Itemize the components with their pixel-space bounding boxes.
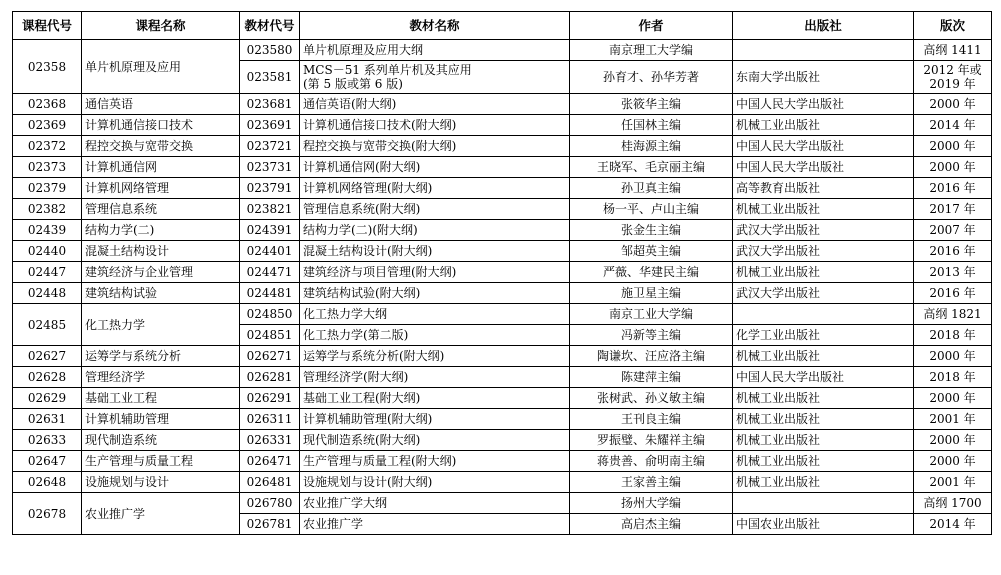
edition-cell: 2016 年 (914, 241, 992, 262)
textbook-code-cell: 026291 (240, 388, 300, 409)
textbook-name-cell: 计算机辅助管理(附大纲) (300, 409, 570, 430)
publisher-cell: 机械工业出版社 (733, 262, 914, 283)
edition-cell: 2001 年 (914, 409, 992, 430)
author-cell: 杨一平、卢山主编 (570, 199, 733, 220)
edition-cell: 2014 年 (914, 115, 992, 136)
header-textbook-code: 教材代号 (240, 12, 300, 40)
edition-cell: 2001 年 (914, 472, 992, 493)
author-cell: 张树武、孙义敏主编 (570, 388, 733, 409)
author-cell: 扬州大学编 (570, 493, 733, 514)
table-row (13, 283, 992, 304)
edition-cell: 2000 年 (914, 94, 992, 115)
course-code-cell: 02647 (13, 451, 82, 472)
author-cell: 邹超英主编 (570, 241, 733, 262)
author-cell: 蒋贵善、俞明南主编 (570, 451, 733, 472)
course-name-cell: 管理经济学 (82, 367, 240, 388)
course-name-cell: 程控交换与宽带交换 (82, 136, 240, 157)
textbook-name-line: MCS－51 系列单片机及其应用 (303, 63, 472, 77)
table-row (13, 199, 992, 220)
publisher-cell (733, 40, 914, 61)
author-cell: 孙育才、孙华芳著 (570, 61, 733, 94)
course-name-cell: 计算机通信接口技术 (82, 115, 240, 136)
author-cell: 孙卫真主编 (570, 178, 733, 199)
table-row (13, 94, 992, 115)
header-author: 作者 (570, 12, 733, 40)
textbook-name-cell: 生产管理与质量工程(附大纲) (300, 451, 570, 472)
author-cell: 冯新等主编 (570, 325, 733, 346)
table-row (13, 262, 992, 283)
textbook-code-cell: 023731 (240, 157, 300, 178)
author-cell: 王刊良主编 (570, 409, 733, 430)
publisher-cell: 中国人民大学出版社 (733, 157, 914, 178)
textbook-table (12, 11, 992, 535)
edition-cell: 2012 年或 2019 年 (914, 61, 992, 94)
edition-cell: 2016 年 (914, 178, 992, 199)
course-name-cell: 现代制造系统 (82, 430, 240, 451)
textbook-code-cell: 023691 (240, 115, 300, 136)
textbook-code-cell: 026781 (240, 514, 300, 535)
course-code-cell: 02447 (13, 262, 82, 283)
edition-cell: 2018 年 (914, 325, 992, 346)
table-row (13, 367, 992, 388)
textbook-name-edition-note: (第 5 版或第 6 版) (303, 77, 403, 91)
course-code-cell: 02439 (13, 220, 82, 241)
table-row (13, 115, 992, 136)
publisher-cell: 武汉大学出版社 (733, 220, 914, 241)
textbook-code-cell: 023821 (240, 199, 300, 220)
textbook-name-cell: 现代制造系统(附大纲) (300, 430, 570, 451)
author-cell: 桂海源主编 (570, 136, 733, 157)
course-name-cell: 计算机网络管理 (82, 178, 240, 199)
textbook-name-cell: 程控交换与宽带交换(附大纲) (300, 136, 570, 157)
publisher-cell: 中国农业出版社 (733, 514, 914, 535)
textbook-name-cell (300, 61, 570, 94)
author-cell: 严薇、华建民主编 (570, 262, 733, 283)
table-row (13, 220, 992, 241)
author-cell: 罗振璧、朱耀祥主编 (570, 430, 733, 451)
textbook-name-cell: 通信英语(附大纲) (300, 94, 570, 115)
table-row (13, 346, 992, 367)
table-row (13, 136, 992, 157)
author-cell: 南京理工大学编 (570, 40, 733, 61)
textbook-code-cell: 024471 (240, 262, 300, 283)
textbook-name-cell: 化工热力学大纲 (300, 304, 570, 325)
course-name-cell: 通信英语 (82, 94, 240, 115)
author-cell: 王晓军、毛京丽主编 (570, 157, 733, 178)
publisher-cell: 东南大学出版社 (733, 61, 914, 94)
course-name-cell: 运筹学与系统分析 (82, 346, 240, 367)
course-code-cell: 02368 (13, 94, 82, 115)
publisher-cell: 中国人民大学出版社 (733, 94, 914, 115)
textbook-name-cell: 计算机网络管理(附大纲) (300, 178, 570, 199)
table-header-row (13, 12, 992, 40)
textbook-code-cell: 023580 (240, 40, 300, 61)
course-code-cell: 02633 (13, 430, 82, 451)
textbook-name-cell: 结构力学(二)(附大纲) (300, 220, 570, 241)
course-code-cell: 02358 (13, 40, 82, 94)
edition-cell: 高纲 1411 (914, 40, 992, 61)
course-code-cell: 02631 (13, 409, 82, 430)
author-cell: 张金生主编 (570, 220, 733, 241)
course-name-cell: 混凝土结构设计 (82, 241, 240, 262)
publisher-cell: 武汉大学出版社 (733, 241, 914, 262)
header-publisher: 出版社 (733, 12, 914, 40)
table-body (13, 40, 992, 535)
textbook-name-cell: 建筑结构试验(附大纲) (300, 283, 570, 304)
textbook-code-cell: 026281 (240, 367, 300, 388)
course-name-cell: 计算机辅助管理 (82, 409, 240, 430)
edition-cell: 2007 年 (914, 220, 992, 241)
textbook-code-cell: 026481 (240, 472, 300, 493)
textbook-table-container (12, 11, 991, 535)
publisher-cell: 化学工业出版社 (733, 325, 914, 346)
textbook-code-cell: 023581 (240, 61, 300, 94)
textbook-name-cell: 混凝土结构设计(附大纲) (300, 241, 570, 262)
course-code-cell: 02485 (13, 304, 82, 346)
course-code-cell: 02648 (13, 472, 82, 493)
course-name-cell: 管理信息系统 (82, 199, 240, 220)
course-name-cell: 计算机通信网 (82, 157, 240, 178)
course-code-cell: 02440 (13, 241, 82, 262)
edition-cell: 高纲 1700 (914, 493, 992, 514)
publisher-cell (733, 304, 914, 325)
edition-cell: 2016 年 (914, 283, 992, 304)
table-row (13, 430, 992, 451)
publisher-cell: 机械工业出版社 (733, 388, 914, 409)
table-row (13, 304, 992, 325)
author-cell: 张筱华主编 (570, 94, 733, 115)
textbook-name-cell: 农业推广学 (300, 514, 570, 535)
table-row (13, 409, 992, 430)
textbook-name-cell: 基础工业工程(附大纲) (300, 388, 570, 409)
publisher-cell: 武汉大学出版社 (733, 283, 914, 304)
course-code-cell: 02629 (13, 388, 82, 409)
textbook-name-cell: 计算机通信网(附大纲) (300, 157, 570, 178)
textbook-name-cell: 农业推广学大纲 (300, 493, 570, 514)
course-name-cell: 结构力学(二) (82, 220, 240, 241)
course-code-cell: 02382 (13, 199, 82, 220)
author-cell: 任国林主编 (570, 115, 733, 136)
edition-cell: 高纲 1821 (914, 304, 992, 325)
course-code-cell: 02372 (13, 136, 82, 157)
course-name-cell: 基础工业工程 (82, 388, 240, 409)
author-cell: 高启杰主编 (570, 514, 733, 535)
textbook-code-cell: 026271 (240, 346, 300, 367)
author-cell: 施卫星主编 (570, 283, 733, 304)
table-row (13, 178, 992, 199)
edition-cell: 2017 年 (914, 199, 992, 220)
publisher-cell (733, 493, 914, 514)
publisher-cell: 机械工业出版社 (733, 472, 914, 493)
course-name-cell: 建筑经济与企业管理 (82, 262, 240, 283)
edition-cell: 2013 年 (914, 262, 992, 283)
textbook-name-cell: 运筹学与系统分析(附大纲) (300, 346, 570, 367)
header-edition: 版次 (914, 12, 992, 40)
textbook-code-cell: 023681 (240, 94, 300, 115)
course-name-cell: 化工热力学 (82, 304, 240, 346)
publisher-cell: 高等教育出版社 (733, 178, 914, 199)
course-name-cell: 生产管理与质量工程 (82, 451, 240, 472)
edition-cell: 2000 年 (914, 388, 992, 409)
publisher-cell: 机械工业出版社 (733, 430, 914, 451)
publisher-cell: 机械工业出版社 (733, 115, 914, 136)
course-code-cell: 02369 (13, 115, 82, 136)
header-textbook-name: 教材名称 (300, 12, 570, 40)
textbook-code-cell: 026471 (240, 451, 300, 472)
publisher-cell: 机械工业出版社 (733, 451, 914, 472)
textbook-code-cell: 024401 (240, 241, 300, 262)
table-row (13, 241, 992, 262)
edition-cell: 2000 年 (914, 451, 992, 472)
course-code-cell: 02373 (13, 157, 82, 178)
author-cell: 陶谦坎、汪应洛主编 (570, 346, 733, 367)
textbook-code-cell: 026311 (240, 409, 300, 430)
edition-cell: 2000 年 (914, 157, 992, 178)
edition-cell: 2000 年 (914, 430, 992, 451)
author-cell: 王家善主编 (570, 472, 733, 493)
textbook-name-cell: 化工热力学(第二版) (300, 325, 570, 346)
textbook-name-cell: 管理经济学(附大纲) (300, 367, 570, 388)
course-name-cell: 建筑结构试验 (82, 283, 240, 304)
course-name-cell: 农业推广学 (82, 493, 240, 535)
publisher-cell: 机械工业出版社 (733, 346, 914, 367)
course-code-cell: 02627 (13, 346, 82, 367)
textbook-code-cell: 026780 (240, 493, 300, 514)
header-course-code: 课程代号 (13, 12, 82, 40)
textbook-code-cell: 024850 (240, 304, 300, 325)
textbook-code-cell: 024391 (240, 220, 300, 241)
textbook-name-cell: 管理信息系统(附大纲) (300, 199, 570, 220)
edition-cell: 2000 年 (914, 136, 992, 157)
course-name-cell: 单片机原理及应用 (82, 40, 240, 94)
publisher-cell: 机械工业出版社 (733, 199, 914, 220)
textbook-code-cell: 023721 (240, 136, 300, 157)
textbook-name-cell: 设施规划与设计(附大纲) (300, 472, 570, 493)
publisher-cell: 中国人民大学出版社 (733, 367, 914, 388)
textbook-name-cell: 建筑经济与项目管理(附大纲) (300, 262, 570, 283)
header-course-name: 课程名称 (82, 12, 240, 40)
course-code-cell: 02379 (13, 178, 82, 199)
table-row (13, 472, 992, 493)
edition-cell: 2014 年 (914, 514, 992, 535)
author-cell: 陈建萍主编 (570, 367, 733, 388)
course-code-cell: 02448 (13, 283, 82, 304)
textbook-code-cell: 026331 (240, 430, 300, 451)
edition-cell: 2018 年 (914, 367, 992, 388)
textbook-code-cell: 023791 (240, 178, 300, 199)
course-code-cell: 02628 (13, 367, 82, 388)
course-name-cell: 设施规划与设计 (82, 472, 240, 493)
publisher-cell: 机械工业出版社 (733, 409, 914, 430)
author-cell: 南京工业大学编 (570, 304, 733, 325)
course-code-cell: 02678 (13, 493, 82, 535)
table-row (13, 451, 992, 472)
textbook-code-cell: 024481 (240, 283, 300, 304)
textbook-code-cell: 024851 (240, 325, 300, 346)
edition-cell: 2000 年 (914, 346, 992, 367)
table-row (13, 40, 992, 61)
textbook-name-cell: 单片机原理及应用大纲 (300, 40, 570, 61)
table-row (13, 493, 992, 514)
publisher-cell: 中国人民大学出版社 (733, 136, 914, 157)
textbook-name-cell: 计算机通信接口技术(附大纲) (300, 115, 570, 136)
table-row (13, 157, 992, 178)
table-row (13, 388, 992, 409)
